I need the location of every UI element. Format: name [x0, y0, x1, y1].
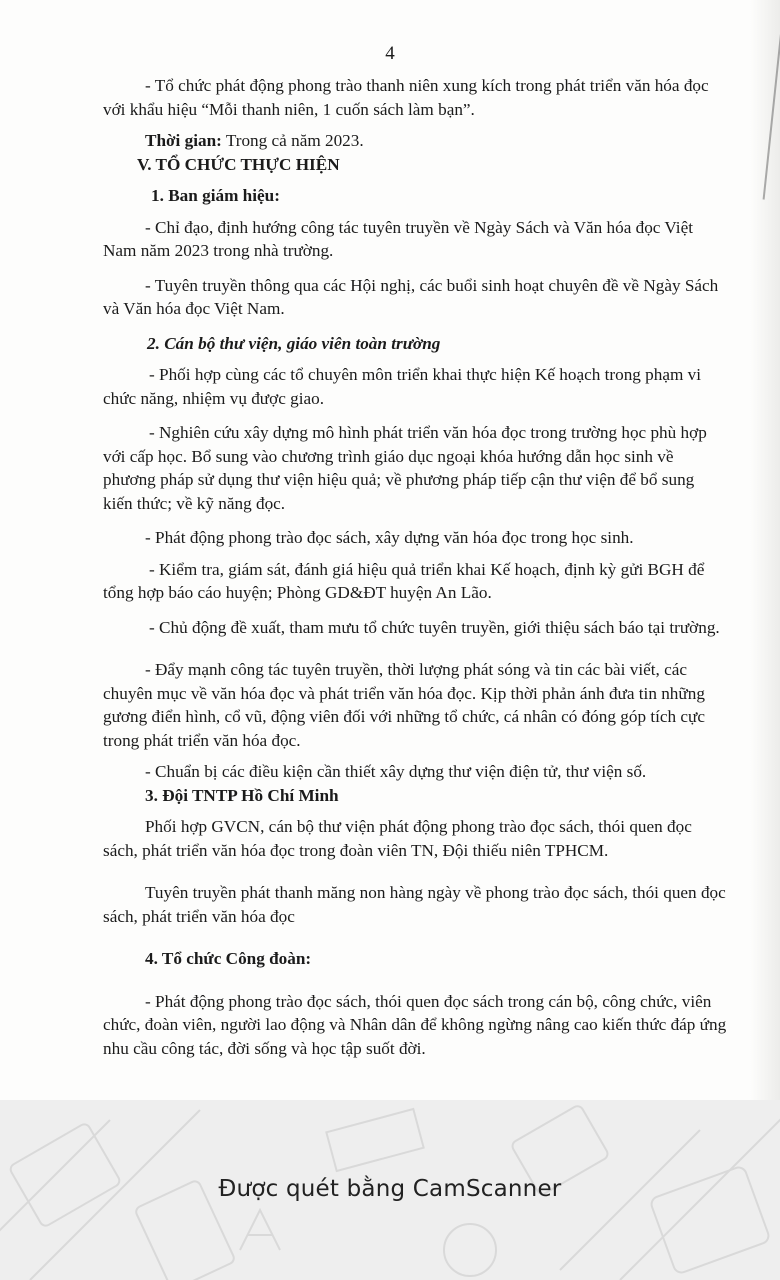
- paragraph-phoi-hop-to-chuyen-mon: - Phối hợp cùng các tổ chuyên môn triển khai thực hiện Kế hoạch trong phạm vi chức năng, nhiệm vụ được giao.: [103, 365, 702, 408]
- heading-ban-giam-hieu: 1. Ban giám hiệu:: [151, 186, 280, 205]
- paragraph-day-manh-tuyen-truyen: - Đẩy mạnh công tác tuyên truyền, thời lượng phát sóng và tin các bài viết, các chuyên mục về văn hóa đọc và phát triển văn hóa đọc. Kịp thời phản ánh đưa tin những gương điển hình, cổ vũ, động viên đối với những tổ chức, cá nhân có đóng góp tích cực trong phát triển văn hóa đọc.: [103, 660, 705, 750]
- heading-can-bo-thu-vien: 2. Cán bộ thư viện, giáo viên toàn trường: [147, 333, 441, 353]
- pattern-document-shape: [9, 1122, 122, 1228]
- paragraph-chu-dong-de-xuat: - Chủ động đề xuất, tham mưu tổ chức tuyên truyền, giới thiệu sách báo tại trường.: [149, 617, 720, 637]
- paragraph-youth-campaign: - Tổ chức phát động phong trào thanh niên xung kích trong phát triển văn hóa đọc với khẩu hiệu “Mỗi thanh niên, 1 cuốn sách làm bạn”.: [103, 76, 709, 119]
- heading-doi-tntp: 3. Đội TNTP Hồ Chí Minh: [145, 785, 339, 805]
- paragraph-phat-thanh-mang-non: Tuyên truyền phát thanh măng non hàng ngày về phong trào đọc sách, thói quen đọc sách, phát triển văn hóa đọc: [103, 883, 726, 926]
- time-label: Thời gian:: [145, 131, 222, 150]
- pattern-document-shape: [326, 1109, 423, 1171]
- paragraph-cong-doan-doc-sach: - Phát động phong trào đọc sách, thói quen đọc sách trong cán bộ, công chức, viên chức, đoàn viên, người lao động và Nhân dân để không ngừng nâng cao kiến thức đáp ứng nhu cầu công tác, đời sống và học tập suốt đời.: [103, 991, 727, 1058]
- paragraph-nghien-cuu-mo-hinh: - Nghiên cứu xây dựng mô hình phát triển văn hóa đọc trong trường học phù hợp với cấp học. Bổ sung vào chương trình giáo dục ngoại khóa hướng dẫn học sinh về phương pháp sử dụng thư viện hiệu quả; về phương pháp tiếp cận thư viện để bổ sung kiến thức; về kỹ năng đọc.: [103, 423, 707, 513]
- page-edge-shadow: [750, 0, 780, 1100]
- paragraph-phoi-hop-gvcn: Phối hợp GVCN, cán bộ thư viện phát động phong trào đọc sách, thói quen đọc sách, phát triển văn hóa đọc trong đoàn viên TN, Đội thiếu niên TPHCM.: [103, 817, 692, 860]
- paragraph-kiem-tra-giam-sat: - Kiểm tra, giám sát, đánh giá hiệu quả triển khai Kế hoạch, định kỳ gửi BGH để tổng hợp báo cáo huyện; Phòng GD&ĐT huyện An Lão.: [103, 559, 705, 602]
- section-heading-v: V. TỔ CHỨC THỰC HIỆN: [137, 154, 340, 174]
- document-body: [103, 74, 728, 1060]
- pattern-letter-a: [240, 1210, 280, 1250]
- page-number: 4: [385, 43, 395, 64]
- paragraph-chi-dao: - Chỉ đạo, định hướng công tác tuyên truyền về Ngày Sách và Văn hóa đọc Việt Nam năm 2023 trong nhà trường.: [103, 217, 693, 260]
- camscanner-label: Được quét bằng CamScanner: [218, 1176, 562, 1202]
- paragraph-tuyen-truyen-hoi-nghi: - Tuyên truyền thông qua các Hội nghị, các buổi sinh hoạt chuyên đề về Ngày Sách và Văn hóa đọc Việt Nam.: [103, 275, 719, 318]
- camscanner-footer: [0, 1100, 780, 1280]
- heading-cong-doan: 4. Tổ chức Công đoàn:: [145, 949, 312, 968]
- paragraph-phat-dong-doc-sach: - Phát động phong trào đọc sách, xây dựng văn hóa đọc trong học sinh.: [145, 528, 634, 547]
- pattern-circle: [444, 1224, 496, 1276]
- time-value: Trong cả năm 2023.: [221, 131, 364, 150]
- time-line: [103, 129, 728, 153]
- paragraph-chuan-bi-thu-vien-so: - Chuẩn bị các điều kiện cần thiết xây dựng thư viện điện tử, thư viện số.: [145, 762, 647, 781]
